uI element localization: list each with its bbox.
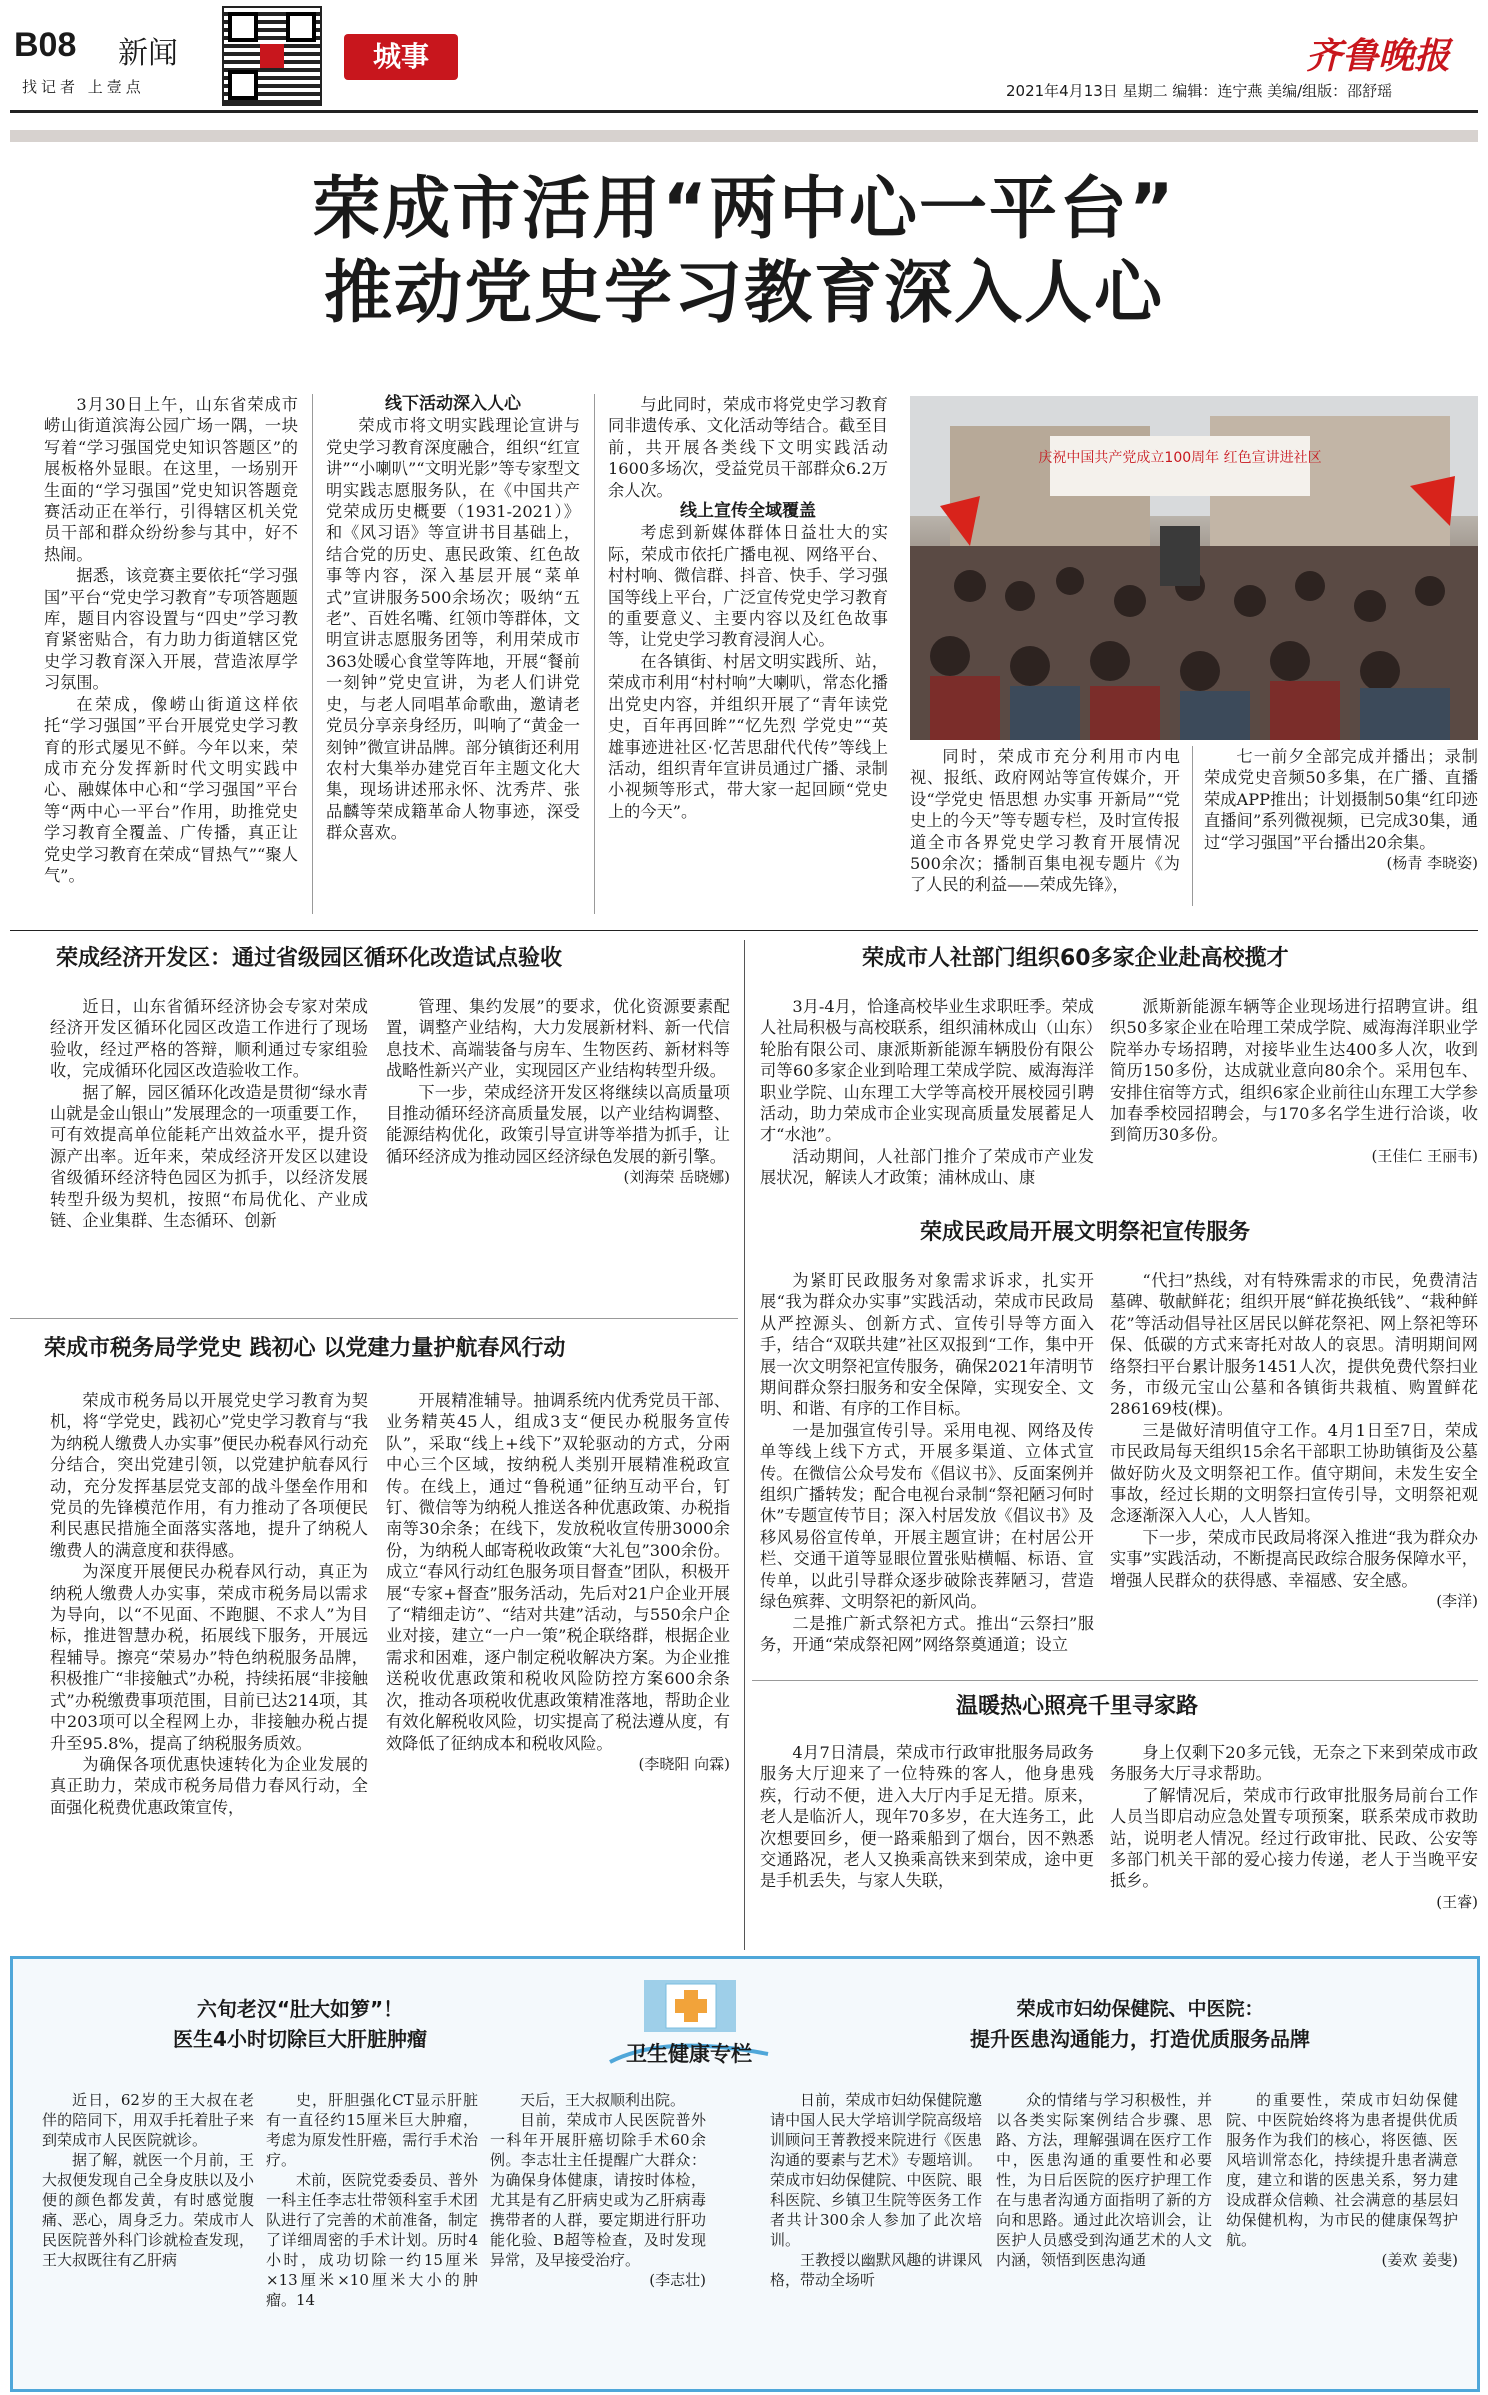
paragraph: 据悉，该竞赛主要依托“学习强国”平台“党史学习教育”专项答题题库，题目内容设置与“四史”学习教育紧密贴合，有力助力街道辖区党史学习教育深入开展，营造浓厚学习氛围。: [44, 566, 298, 693]
page-header: [0, 0, 1488, 120]
paragraph: 为确保各项优惠快速转化为企业发展的真正助力，荣成市税务局借力春风行动，全面强化税费优惠政策宣传，: [50, 1754, 368, 1817]
paragraph: 派斯新能源车辆等企业现场进行招聘宣讲。组织50多家企业在哈理工荣成学院、威海海洋职业学院举办专场招聘，对接毕业生达400多人次，收到简历150多份，达成就业意向80余个。采用包车、安排住宿等方式，组织6家企业前往山东理工大学参加春季校园招聘会，与170多名学生进行洽谈，收到简历30多份。: [1110, 997, 1478, 1145]
byline: (李晓阳 向霖): [638, 1754, 730, 1773]
paragraph: 近日，山东省循环经济协会专家对荣成经济开发区循环化园区改造工作进行了现场验收，经过严格的答辩，顺利通过专家组验收，完成循环化园区改造验收工作。: [50, 997, 368, 1081]
main-col-2: [326, 394, 580, 914]
caption-col-1: [910, 746, 1180, 916]
health-left-col-3: [490, 2090, 706, 2370]
paragraph: 同时，荣成市充分利用市内电视、报纸、政府网站等宣传媒介，开设“学党史 悟思想 办实事 开新局”“党史上的今天”等专题专栏，及时宣传报道全市各界党史学习教育开展情况500余次；播制百集电视专题片《为了人民的利益——荣成先锋》，: [910, 747, 1180, 895]
health-right-title: [880, 1994, 1400, 2054]
paragraph: 在各镇街、村居文明实践所、站，荣成市利用“村村响”大喇叭，常态化播出党史内容，并组织开展了“青年读党史，百年再回眸”“忆先烈 学党史”“英雄事迹进社区·忆苦思甜代代传”等线上活动，组织青年宣讲员通过广播、录制小视频等形式，带大家一起回顾“党史上的今天”。: [608, 651, 888, 821]
health-logo-text: 卫生健康专栏: [626, 2042, 752, 2066]
paragraph: 七一前夕全部完成并播出；录制荣成党史音频50多集，在广播、直播荣成APP推出；计划摄制50集“红印迹直播间”系列微视频，已完成30集，通过“学习强国”平台播出20余集。: [1204, 747, 1478, 852]
photo-banner-text: 庆祝中国共产党成立100周年 红色宣讲进社区: [1038, 450, 1322, 466]
byline: (姜欢 姜斐): [1381, 2251, 1458, 2269]
main-headline: [0, 168, 1488, 336]
section-divider: [10, 930, 1478, 931]
paragraph: 荣成市税务局以开展党史学习教育为契机，将“学党史，践初心”党史学习教育与“我为纳税人缴费人办实事”便民办税春风行动充分结合，突出党建引领，以党建护航春风行动，充分发挥基层党支部的战斗堡垒作用和党员的先锋模范作用，有力推动了各项便民利民惠民措施全面落实落地，提升了纳税人缴费人的满意度和获得感。: [50, 1391, 368, 1560]
column-divider: [312, 394, 313, 914]
subheading: 线下活动深入人心: [385, 394, 521, 414]
column-divider: [594, 394, 595, 914]
gov-col-1: [760, 1742, 1094, 1942]
gov-col-2: [1110, 1742, 1478, 1942]
paragraph: 为深度开展便民办税春风行动，真正为纳税人缴费人办实事，荣成市税务局以需求为导向，以“不见面、不跑腿、不求人”为目标，推进智慧办税，拓展线下服务，开展远程辅导。擦亮“荣易办”特色纳税服务品牌，积极推广“非接触式”办税，持续拓展“非接触式”办税缴费事项范围，目前已达214项，其中203项可以全程网上办，非接触办税占提升至95.8%，提高了纳税服务质效。: [50, 1562, 368, 1753]
health-left-title-1: 六旬老汉“肚大如箩”！: [196, 1997, 404, 2021]
paragraph: 下一步，荣成经济开发区将继续以高质量项目推动循环经济高质量发展，以产业结构调整、能源结构优化，政策引导宣讲等举措为抓手，让循环经济成为推动园区经济绿色发展的新引擎。: [386, 1082, 730, 1166]
health-right-col-3: [1226, 2090, 1458, 2370]
civil-col-2: [1110, 1270, 1478, 1666]
column-divider: [1192, 746, 1193, 906]
header-rule-red: [10, 130, 1478, 142]
column-tag: [344, 34, 458, 80]
paragraph: 的重要性，荣成市妇幼保健院、中医院始终将为患者提供优质服务作为我们的核心，将医德、医风培训常态化，持续提升患者满意度，建立和谐的医患关系，努力建设成群众信赖、社会满意的基层妇幼保健机构，为市民的健康保驾护航。: [1226, 2091, 1458, 2249]
paragraph: 众的情绪与学习积极性，并以各类实际案例结合步骤、思路、方法，理解强调在医疗工作中，医患沟通的重要性和必要性，为日后医院的医疗护理工作在与患者沟通方面指明了新的方向和思路。通过此次培训会，让医护人员感受到沟通艺术的人文内涵，领悟到医患沟通: [996, 2091, 1212, 2269]
health-logo: [604, 1974, 774, 2084]
hr-col-2: [1110, 996, 1478, 1216]
column-tag-label: 城事: [372, 40, 429, 73]
page-number: B08: [14, 26, 77, 64]
page-center-divider: [744, 940, 745, 1950]
byline: (李洋): [1436, 1592, 1478, 1611]
paragraph: 据了解，园区循环化改造是贯彻“绿水青山就是金山银山”发展理念的一项重要工作，可有效提高单位能耗产出效益水平，提升资源产出率。近年来，荣成经济开发区以建设省级循环经济特色园区为抓手，以经济发展转型升级为契机，按照“布局优化、产业成链、企业集群、生态循环、创新: [50, 1082, 368, 1231]
tax-col-1: [50, 1390, 368, 1930]
paragraph: 考虑到新媒体群体日益壮大的实际，荣成市依托广播电视、网络平台、村村响、微信群、抖音、快手、学习强国等线上平台，广泛宣传党史学习教育的重要意义、主要内容以及红色故事等，让党史学习教育浸润人心。: [608, 523, 888, 650]
header-slogan: 找记者 上壹点: [22, 78, 145, 96]
article-title-gov: 温暖热心照亮千里寻家路: [956, 1694, 1199, 1719]
paragraph: 目前，荣成市人民医院普外一科年开展肝癌切除手术60余例。李志壮主任提醒广大群众：为确保身体健康，请按时体检，尤其是有乙肝病史或为乙肝病毒携带者的人群，要定期进行肝功能化验、B超等检查，及时发现异常，及早接受治疗。: [490, 2111, 706, 2269]
paragraph: 日前，荣成市妇幼保健院邀请中国人民大学培训学院高级培训顾问王菁教授来院进行《医患沟通的要素与艺术》专题培训。荣成市妇幼保健院、中医院、眼科医院、乡镇卫生院等医务工作者共计300余人参加了此次培训。: [770, 2091, 982, 2249]
paragraph: 与此同时，荣成市将党史学习教育同非遗传承、文化活动等结合。截至目前，共开展各类线下文明实践活动1600多场次，受益党员干部群众6.2万余人次。: [608, 395, 888, 500]
health-left-col-1: [42, 2090, 254, 2370]
byline: (刘海荣 岳晓娜): [623, 1168, 730, 1187]
health-right-title-2: 提升医患沟通能力，打造优质服务品牌: [970, 2027, 1310, 2051]
article-title-tax: 荣成市税务局学党史 践初心 以党建力量护航春风行动: [44, 1336, 566, 1361]
paragraph: 天后，王大叔顺利出院。: [520, 2091, 686, 2109]
paragraph: 近日，62岁的王大叔在老伴的陪同下，用双手托着肚子来到荣成市人民医院就诊。: [42, 2091, 254, 2149]
headline-line-1: 荣成市活用“两中心一平台”: [312, 170, 1176, 249]
section-divider: [752, 1680, 1478, 1681]
paragraph: 王教授以幽默风趣的讲课风格，带动全场听: [770, 2251, 982, 2289]
health-right-col-2: [996, 2090, 1212, 2370]
main-col-3: [608, 394, 888, 914]
health-right-title-1: 荣成市妇幼保健院、中医院：: [1016, 1998, 1264, 2020]
byline: (李志壮): [649, 2271, 706, 2289]
header-rule: [10, 110, 1478, 113]
paragraph: 术前，医院党委委员、普外一科主任李志壮带领科室手术团队进行了完善的术前准备，制定了详细周密的手术计划。历时4小时，成功切除一约15厘米×13厘米×10厘米大小的肿瘤。14: [266, 2171, 478, 2309]
byline: (王睿): [1436, 1892, 1478, 1911]
section-name: 新闻: [118, 36, 178, 71]
paragraph: 3月-4月，恰逢高校毕业生求职旺季。荣成人社局积极与高校联系，组织浦林成山（山东）轮胎有限公司、康派斯新能源车辆股份有限公司等60多家企业到哈理工荣成学院、威海海洋职业学院、山东理工大学等高校开展校园引聘活动，助力荣成市企业实现高质量发展蓄足人才“水池”。: [760, 997, 1094, 1145]
paragraph: 为紧盯民政服务对象需求诉求，扎实开展“我为群众办实事”实践活动，荣成市民政局从严控源头、创新方式、宣传引导等方面入手，结合“双联共建”社区双报到“工作，集中开展一次文明祭祀宣传服务，确保2021年清明节期间群众祭扫服务和安全保障，实现安全、文明、和谐、有序的工作目标。: [760, 1271, 1094, 1419]
paragraph: 二是推广新式祭祀方式。推出“云祭扫”服务，开通“荣成祭祀网”网络祭奠通道；设立: [760, 1613, 1094, 1654]
health-right-col-1: [770, 2090, 982, 2370]
news-photo: [910, 396, 1478, 740]
headline-line-2: 推动党史学习教育深入人心: [323, 254, 1164, 333]
section-divider: [10, 1318, 738, 1319]
paragraph: 下一步，荣成市民政局将深入推进“我为群众办实事”实践活动，不断提高民政综合服务保障水平，增强人民群众的获得感、幸福感、安全感。: [1110, 1527, 1478, 1590]
paragraph: 在荣成，像崂山街道这样依托“学习强国”平台开展党史学习教育的形式屡见不鲜。今年以来，荣成市充分发挥新时代文明实践中心、融媒体中心和“学习强国”平台等“两中心一平台”作用，助推党史学习教育全覆盖、广传播，真正让党史学习教育在荣成“冒热气”“聚人气”。: [44, 694, 298, 885]
article-title-econ: 荣成经济开发区：通过省级园区循环化改造试点验收: [56, 946, 563, 971]
qr-code[interactable]: [222, 6, 322, 106]
econ-col-1: [50, 996, 368, 1296]
article-title-civil: 荣成民政局开展文明祭祀宣传服务: [920, 1220, 1251, 1245]
photo-scene: [910, 396, 1478, 740]
paragraph: “代扫”热线，对有特殊需求的市民，免费清洁墓碑、敬献鲜花；组织开展“鲜花换纸钱”、“栽种鲜花”等活动倡导社区居民以鲜花祭祀、网上祭祀等环保、低碳的方式来寄托对故人的哀思。清明期间网络祭扫平台累计服务1451人次，提供免费代祭扫业务，市级元宝山公墓和各镇街共栽植、购置鲜花286169枝(棵)。: [1110, 1271, 1478, 1419]
subheading: 线上宣传全域覆盖: [680, 501, 816, 522]
paragraph: 开展精准辅导。抽调系统内优秀党员干部、业务精英45人，组成3支“便民办税服务宣传队”，采取“线上+线下”双轮驱动的方式，分兩中心三个区域，按纳税人类别开展精准税政宣传。在线上，通过“鲁税通”征纳互动平台，钉钉、微信等为纳税人推送各种优惠政策、办税指南等30余条；在线下，发放税收宣传册3000余份，为纳税人邮寄税收政策“大礼包”300余份。成立“春风行动红色服务项目督查”团队，积极开展“专家+督查”服务活动，先后对21户企业开展了“精细走访”、“结对共建”活动，与550余户企业对接，建立“一户一策”税企联络群，根据企业需求和困难，逐户制定税收解决方案。为企业推送税收优惠政策和税收风险防控方案600余条次，推动各项税收优惠政策精准落地，帮助企业有效化解税收风险，切实提高了税法遵从度，有效降低了征纳成本和税收风险。: [386, 1391, 730, 1753]
paragraph: 史，肝胆强化CT显示肝脏有一直径约15厘米巨大肿瘤，考虑为原发性肝癌，需行手术治疗。: [266, 2091, 478, 2169]
paragraph: 荣成市将文明实践理论宣讲与党史学习教育深度融合，组织“红宣讲”“小喇叭”“文明光影”等专家型文明实践志愿服务队，在《中国共产党荣成历史概要（1931-2021）》和《风习语》等宣讲书目基础上，结合党的历史、惠民政策、红色故事等内容，深入基层开展“菜单式”宣讲服务500余场次；吸纳“五老”、百姓名嘴、红领巾等群体，文明宣讲志愿服务团等，利用荣成市363处暖心食堂等阵地，开展“餐前一刻钟”党史宣讲，为老人们讲党史，与老人同唱革命歌曲，邀请老党员分享亲身经历，叫响了“黄金一刻钟”微宣讲品牌。部分镇街还利用农村大集举办建党百年主题文化大集，现场讲述邢永怀、沈秀芹、张品麟等荣成籍革命人物事迹，深受群众喜欢。: [326, 416, 580, 843]
health-left-title-2: 医生4小时切除巨大肝脏肿瘤: [173, 2027, 427, 2051]
paragraph: 身上仅剩下20多元钱，无奈之下来到荣成市政务服务大厅寻求帮助。: [1110, 1743, 1478, 1784]
paragraph: 了解情况后，荣成市行政审批服务局前台工作人员当即启动应急处置专项预案，联系荣成市救助站，说明老人情况。经过行政审批、民政、公安等多部门机关干部的爱心接力传递，老人于当晚平安抵乡。: [1110, 1785, 1478, 1891]
dateline: 2021年4月13日 星期二 编辑：连宁燕 美编/组版：邵舒瑶: [1006, 82, 1393, 100]
main-col-1: [44, 394, 298, 914]
paragraph: 活动期间，人社部门推介了荣成市产业发展状况，解读人才政策；浦林成山、康: [760, 1146, 1094, 1188]
paragraph: 管理、集约发展”的要求，优化资源要素配置，调整产业结构，大力发展新材料、新一代信息技术、高端装备与房车、生物医药、新材料等战略性新兴产业，实现园区产业结构转型升级。: [386, 997, 730, 1081]
byline: (杨青 李晓姿): [1386, 854, 1478, 873]
paragraph: 据了解，就医一个月前，王大叔便发现自己全身皮肤以及小便的颜色都发黄，有时感觉腹痛、恶心，周身乏力。荣成市人民医院普外科门诊就检查发现，王大叔既往有乙肝病: [42, 2151, 254, 2269]
newspaper-logo: 齐鲁晚报: [1306, 35, 1451, 77]
civil-col-1: [760, 1270, 1094, 1666]
paragraph: 4月7日清晨，荣成市行政审批服务局政务服务大厅迎来了一位特殊的客人，他身患残疾，行动不便，进入大厅内手足无措。原来，老人是临沂人，现年70多岁，在大连务工，此次想要回乡，便一路乘船到了烟台，因不熟悉交通路况，老人又换乘高铁来到荣成，途中更是手机丢失，与家人失联，: [760, 1743, 1094, 1891]
health-left-col-2: [266, 2090, 478, 2370]
paragraph: 3月30日上午，山东省荣成市崂山街道滨海公园广场一隅，一块写着“学习强国党史知识答题区”的展板格外显眼。在这里，一场别开生面的“学习强国”党史知识答题竞赛活动正在举行，引得辖区机关党员干部和群众纷纷参与其中，好不热闹。: [44, 395, 298, 564]
paragraph: 三是做好清明值守工作。4月1日至7日，荣成市民政局每天组织15余名干部职工协助镇街及公墓做好防火及文明祭祀工作。值守期间，未发生安全事故，经过长期的文明祭扫宣传引导，文明祭祀观念逐渐深入人心，人人皆知。: [1110, 1420, 1478, 1526]
tax-col-2: [386, 1390, 730, 1942]
econ-col-2: [386, 996, 730, 1312]
paragraph: 一是加强宣传引导。采用电视、网络及传单等线上线下方式，开展多渠道、立体式宣传。在微信公众号发布《倡议书》、反面案例并组织广播转发；配合电视台录制“祭祀陋习何时休”专题宣传节目；深入村居发放《倡议书》及移风易俗宣传单，开展主题宣讲；在村居公开栏、交通干道等显眼位置张贴横幅、标语、宣传单，以此引导群众逐步破除丧葬陋习，营造绿色殡葬、文明祭祀的新风尚。: [760, 1420, 1094, 1612]
caption-col-2: [1204, 746, 1478, 916]
health-left-title: [140, 1994, 460, 2054]
hr-col-1: [760, 996, 1094, 1216]
article-title-hr: 荣成市人社部门组织60多家企业赴高校揽才: [862, 946, 1289, 971]
byline: (王佳仁 王丽韦): [1371, 1146, 1478, 1165]
